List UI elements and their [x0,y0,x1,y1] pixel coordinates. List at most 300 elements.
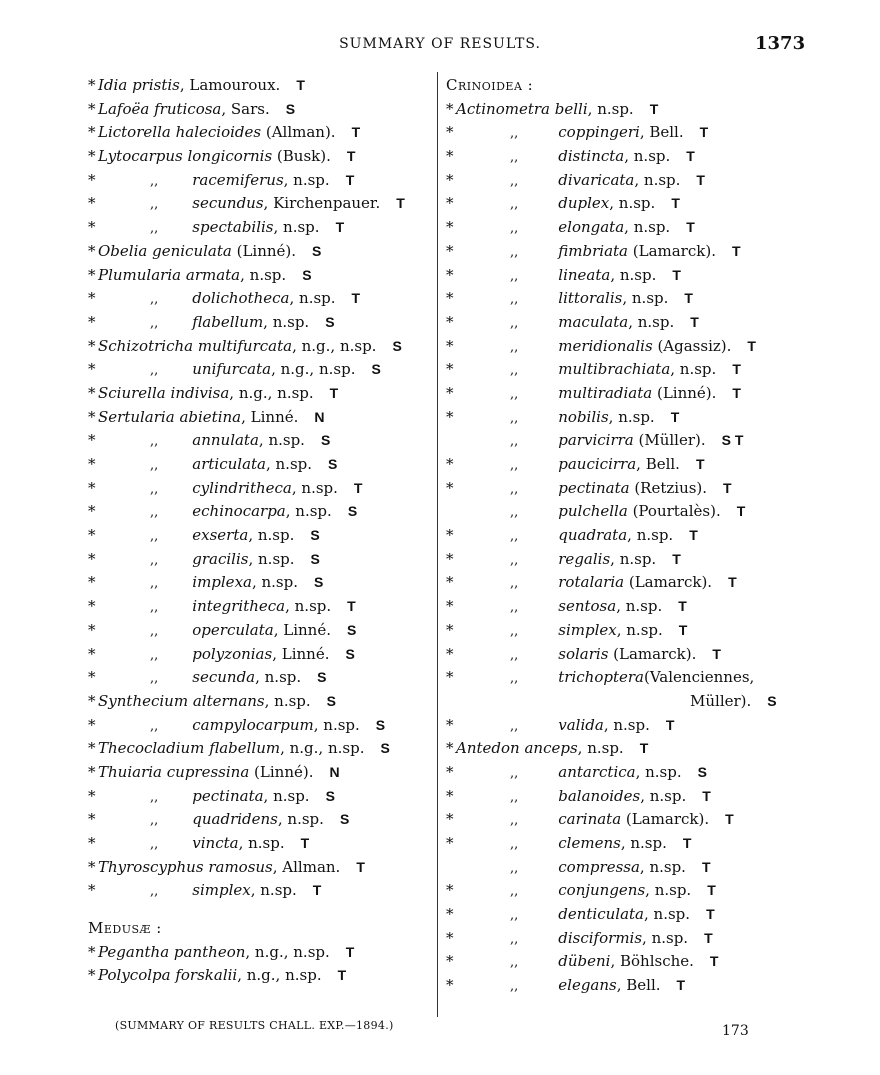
entry-text [150,573,323,591]
species-entry [446,285,826,309]
station-code: T [356,858,365,875]
station-code: T [351,124,361,141]
station-code: T [695,456,705,472]
entry-text [510,455,705,473]
species-name: disciformis [558,928,643,947]
genus-name: Actinometra [456,99,550,118]
authority: , n.sp. [628,312,675,331]
station-code: T [639,740,649,757]
authority: , n.sp. [263,312,310,331]
star-marker: * [446,99,454,118]
authority: , n.sp. [291,478,338,497]
ditto-mark: ,, [150,837,159,852]
star-marker: * [88,715,96,734]
station-code: T [699,124,709,141]
ditto-mark: ,, [510,765,519,781]
station-code: T [351,290,361,307]
entry-text [150,479,362,497]
column-divider [437,72,438,1017]
station-code: T [702,787,711,804]
authority: , n.sp. [610,549,657,568]
star-marker: * [446,455,454,473]
left-column [88,72,433,986]
species-entry [88,380,433,404]
station-code: S [314,574,324,591]
species-name: secundus [192,194,264,213]
footer-signature: 173 [722,1023,749,1039]
entry-text [150,289,360,307]
species-name: cylindritheca [192,478,292,497]
ditto-mark: ,, [510,955,519,971]
ditto-mark: ,, [150,481,159,497]
authority: , n.sp. [285,597,332,616]
ditto-mark: ,, [510,363,519,379]
entry-text [150,668,327,686]
authority: (Lamarck). [624,573,713,592]
entry-text [510,550,681,568]
species-name: solaris [558,644,609,663]
entry-text [150,810,349,828]
entry-text [510,929,713,947]
section-heading-medusae-row [88,915,433,939]
authority: , n.sp. [265,455,313,473]
star-marker: * [88,786,96,805]
station-code: S [767,692,777,709]
ditto-mark: ,, [150,221,159,237]
star-marker: * [88,218,96,237]
ditto-mark: ,, [510,339,519,355]
star-marker: * [446,810,454,829]
species-entry [446,901,826,925]
station-code: T [678,598,687,615]
authority: , Linné. [273,620,331,639]
species-entry [446,759,826,783]
species-entry [88,617,433,641]
species-entry [446,830,826,854]
star-marker: * [446,383,454,402]
species-name: elegans [558,976,617,995]
genus-name: Lictorella [98,123,171,142]
species-name: multifurcata [197,336,293,355]
entry-text [98,692,336,710]
star-marker: * [446,762,454,781]
authority: , n.g., n.sp. [237,966,322,985]
species-name: regalis [558,549,611,568]
authority: (Linné). [249,762,314,781]
species-name: integritheca [192,597,286,616]
species-name: paucicirra [558,455,637,473]
authority: , Kirchenpauer. [263,194,381,213]
species-entry [88,451,433,475]
ditto-mark: ,, [510,860,519,876]
authority: , n.sp. [634,170,681,189]
species-name: dübeni [558,952,611,971]
station-code: T [678,621,688,638]
station-code: T [682,835,692,851]
star-marker: * [88,194,96,213]
authority: , Allman. [272,857,341,876]
star-marker: * [88,502,96,521]
ditto-mark: ,, [150,718,159,734]
star-marker: * [88,383,96,402]
station-code: S [346,621,357,638]
station-code: T [329,384,339,401]
star-marker: * [446,170,454,189]
star-marker: * [446,573,454,592]
star-marker: * [88,881,96,900]
ditto-mark: ,, [150,363,159,379]
entry-text [98,858,365,876]
ditto-mark: ,, [150,458,159,473]
authority: , n.sp. [627,526,674,545]
ditto-mark: ,, [150,600,159,616]
ditto-mark: ,, [150,505,159,521]
station-code: T [696,171,705,188]
genus-name: Schizotricha [98,336,194,355]
ditto-mark: ,, [510,979,519,995]
ditto-mark: ,, [150,552,159,568]
ditto-mark: ,, [510,529,519,545]
station-code: T [732,384,741,401]
station-code: T [676,977,686,994]
authority: , Bell. [616,976,661,995]
star-marker: * [446,597,454,616]
species-entry [88,498,433,522]
authority: , Bell. [639,123,684,142]
star-marker: * [446,478,454,497]
species-name: spectabilis [192,218,274,237]
entry-text [510,763,707,781]
station-code: T [731,242,741,259]
star-marker: * [88,857,96,876]
species-entry [446,617,826,641]
genus-name: Lytocarpus [98,147,183,166]
species-entry [446,712,826,736]
species-entry [88,877,433,901]
species-name: denticulata [558,905,645,924]
ditto-mark: ,, [150,813,159,829]
authority: , Lamouroux. [179,76,281,94]
station-code: S [326,692,337,709]
page-header-title: SUMMARY OF RESULTS. [339,36,541,52]
genus-name: Thyroscyphus [98,857,204,876]
entry-text [98,100,295,118]
species-entry [446,214,826,238]
species-name: gracilis [192,549,249,568]
authority: , n.sp. [283,170,330,189]
authority: , n.sp. [644,905,691,924]
species-entry [446,309,826,333]
species-name: antarctica [558,762,636,781]
authority: , n.sp. [616,597,663,616]
authority: (Retzius). [629,478,708,497]
authority: , n.sp. [635,762,682,781]
star-marker: * [88,942,96,961]
authority: , n.sp. [645,881,692,900]
species-name: longicornis [187,147,273,166]
species-name: alternans [192,691,265,710]
genus-name: Pegantha [98,942,170,961]
ditto-mark: ,, [510,552,519,568]
entry-text [150,834,309,852]
species-entry [88,356,433,380]
station-code: T [736,503,746,520]
genus-name: Lafoëa [98,99,150,118]
ditto-mark: ,, [150,529,159,545]
authority: , n.sp. [670,360,717,379]
species-name: echinocarpa [192,502,286,521]
star-marker: * [88,407,96,426]
ditto-mark: ,, [510,600,519,616]
station-code: T [684,290,693,307]
entry-text [98,266,312,284]
species-name: exserta [192,526,249,545]
species-entry [446,190,826,214]
entry-text [510,810,734,828]
species-name: ramosus [208,857,273,876]
authority: , n.sp. [639,857,686,876]
entry-text [510,526,698,544]
station-code: S [697,763,707,780]
station-code: T [712,645,721,662]
station-code: T [345,171,355,188]
entry-text [510,171,705,189]
authority: , n.g., n.sp. [292,336,377,355]
ditto-mark: ,, [510,244,519,260]
entry-text [510,194,680,212]
station-code: T [353,479,363,496]
ditto-mark: ,, [510,908,519,924]
ditto-mark: ,, [510,671,519,687]
star-marker: * [446,928,454,947]
star-marker: * [446,668,454,687]
entry-text [510,952,718,970]
station-code: T [312,882,322,899]
species-name: operculata [192,620,274,639]
species-name: balanoides [558,786,641,805]
entry-text [510,905,715,923]
entry-text [150,360,381,378]
authority: , n.sp. [622,289,669,308]
entry-text [510,834,691,852]
ditto-mark: ,, [510,837,519,852]
species-entry [446,143,826,167]
entry-text [150,502,357,520]
station-code: T [725,811,734,828]
ditto-mark: ,, [150,671,159,687]
authority: (Allman). [261,123,336,142]
species-name: pristis [132,76,180,94]
station-code: T [686,219,695,236]
ditto-mark: ,, [510,221,519,237]
star-marker: * [88,966,96,985]
star-marker: * [88,834,96,852]
species-entry [446,96,826,120]
entry-text [98,242,321,260]
entry-text [510,289,693,307]
entry-text [150,455,337,473]
ditto-mark: ,, [510,931,519,947]
star-marker: * [88,762,96,781]
authority: , Sars. [221,99,270,118]
species-name: dolichotheca [192,289,290,308]
entry-text [98,739,390,757]
species-entry [446,877,826,901]
entry-text [98,966,346,984]
entry-text [150,171,354,189]
authority: (Lamarck). [621,810,710,829]
species-name: geniculata [152,241,232,260]
station-code: S [317,669,327,686]
station-code: S [310,527,320,544]
species-entry [446,546,826,570]
station-code: T [706,906,715,923]
station-code: N [314,408,325,425]
ditto-mark: ,, [150,434,159,450]
entry-text [510,668,754,686]
star-marker: * [446,526,454,545]
station-code: S [392,337,402,354]
genus-name: Polycolpa [98,966,171,985]
section-heading-crinoidea: Crinoidea : [446,76,534,94]
species-name: divaricata [558,170,635,189]
ditto-mark: ,, [510,576,519,592]
station-code: S [339,811,350,828]
ditto-mark: ,, [510,789,519,805]
entry-text [98,123,360,141]
station-code: S [312,242,322,259]
entry-text [510,502,745,520]
authority: (Lamarck). [608,644,697,663]
ditto-mark: ,, [150,173,159,189]
species-name: racemiferus [192,170,284,189]
entry-text [510,266,681,284]
star-marker: * [446,881,454,900]
star-marker: * [88,644,96,663]
station-code: T [300,835,310,851]
entry-text [150,550,320,568]
species-entry [88,404,433,428]
entry-text [150,194,405,212]
species-name: indivisa [170,383,230,402]
authority: , n.sp. [640,786,687,805]
station-code: N [329,763,340,780]
star-marker: * [88,123,96,142]
ditto-mark: ,, [510,268,519,284]
star-marker: * [446,194,454,213]
authority: , n.sp. [255,668,302,687]
star-marker: * [88,573,96,592]
species-name: pulchella [558,502,628,521]
authority: (Valenciennes, [643,668,755,687]
star-marker: * [446,336,454,355]
entry-text [150,597,356,615]
species-name: cupressina [166,762,250,781]
species-entry [88,522,433,546]
station-code: S [310,550,320,567]
authority: , n.sp. [240,265,287,284]
species-entry [88,830,433,854]
species-entry [446,948,826,972]
species-entry [88,546,433,570]
authority: (Linné). [231,241,297,260]
authority: , n.sp. [616,620,663,639]
authority-continuation: Müller). [690,691,752,710]
authority: , n.sp. [313,715,360,734]
station-code: T [747,337,756,354]
entry-text [510,242,741,260]
ditto-mark: ,, [510,884,519,900]
star-marker: * [446,976,454,995]
star-marker: * [446,549,454,568]
station-code: T [346,148,356,165]
species-name: quadrata [558,526,628,545]
authority: , n.sp. [610,265,657,284]
species-entry [446,451,826,475]
station-code: S [380,740,390,757]
entry-text [150,621,356,639]
ditto-mark: ,, [510,150,519,166]
entry-text [150,787,335,805]
entry-text [98,147,355,165]
station-code: T [337,967,347,984]
entry-text [510,787,711,805]
species-entry [446,427,826,451]
star-marker: * [88,739,96,758]
species-entry [446,238,826,262]
species-entry [446,475,826,499]
entry-text [510,716,674,734]
station-code: T [707,882,716,899]
section-spacer [88,901,433,915]
authority: , n.g., n.sp. [229,383,314,402]
species-name: elongata [558,218,625,237]
authority: , n.sp. [238,834,285,852]
species-entry [88,735,433,759]
species-entry [88,285,433,309]
station-code: S [285,100,296,117]
authority: , n.sp. [609,194,656,213]
ditto-mark: ,, [510,623,519,639]
station-code: T [665,716,675,733]
species-entry [446,664,826,688]
species-entry [88,569,433,593]
authority: , n.sp. [248,526,295,545]
station-code: S T [721,432,744,449]
authority: , n.sp. [251,573,299,592]
entry-text [510,218,695,236]
authority: , n.g., n.sp. [280,739,365,758]
species-name: flabellum [192,312,264,331]
authority: , n.sp. [285,502,332,521]
species-entry [88,309,433,333]
star-marker: * [88,170,96,189]
ditto-mark: ,, [510,197,519,213]
genus-name: Synthecium [98,691,189,710]
species-name: vincta [192,834,239,852]
star-marker: * [446,312,454,331]
ditto-mark: ,, [150,197,159,213]
authority: , n.sp. [577,739,624,758]
authority: , Linné. [272,644,330,663]
station-code: S [325,787,335,804]
entry-text [150,716,385,734]
genus-name: Thecocladium [98,739,205,758]
ditto-mark: ,, [510,718,519,734]
star-marker: * [446,241,454,260]
right-column [446,72,826,996]
entry-text [98,943,354,961]
